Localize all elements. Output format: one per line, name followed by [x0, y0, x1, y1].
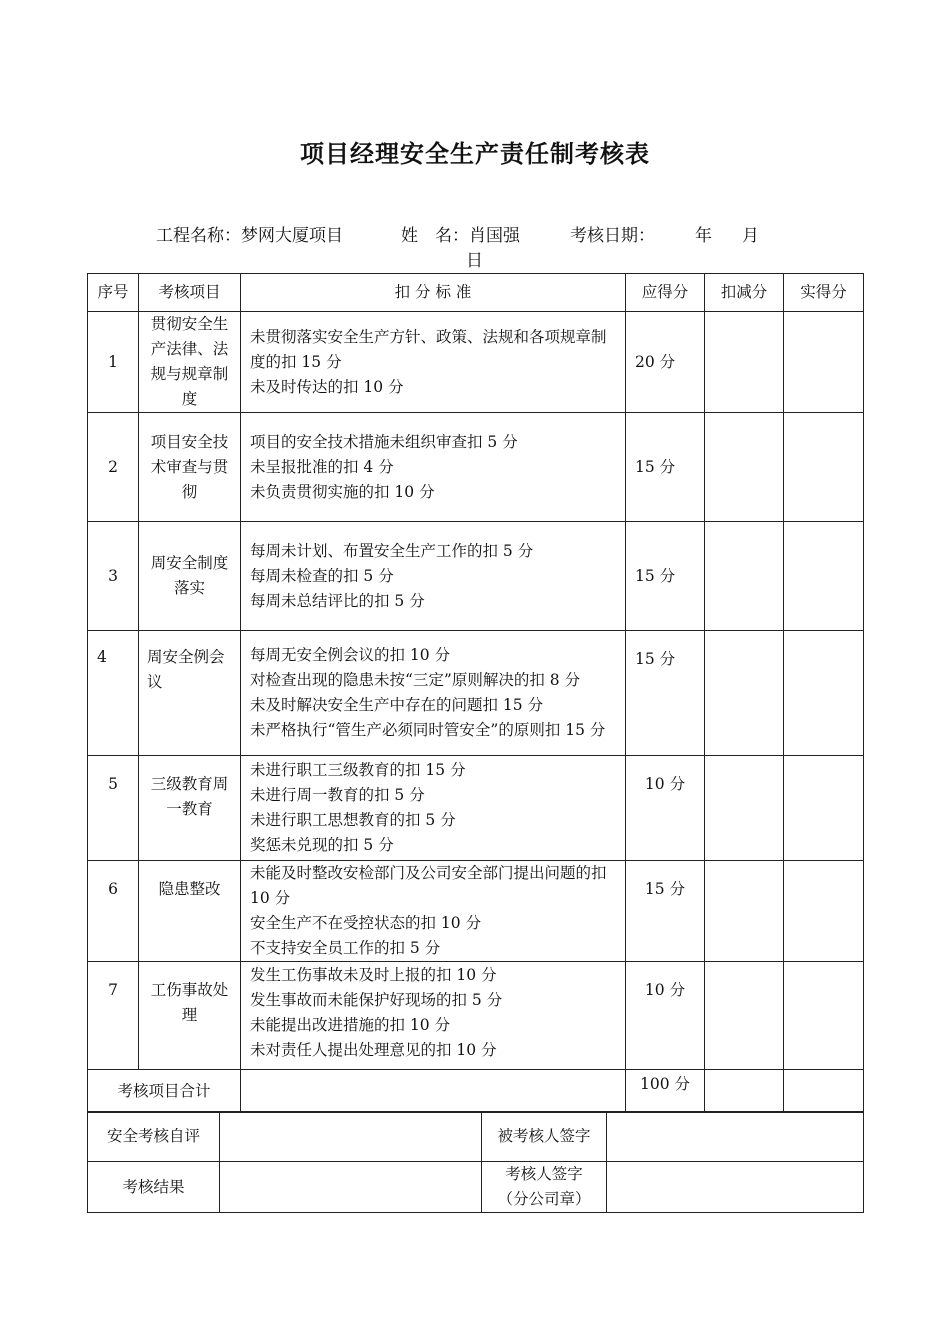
header-row — [88, 274, 864, 312]
self-eval-label: 安全考核自评 — [88, 1112, 220, 1162]
criteria-line: 未进行周一教育的扣 5 分 — [250, 786, 425, 804]
row-seq: 7 — [88, 962, 139, 1070]
header-item: 考核项目 — [139, 274, 241, 312]
name-label: 姓 名： — [401, 226, 469, 246]
row-item: 三级教育周一教育 — [139, 756, 241, 861]
row-criteria — [241, 312, 626, 413]
row-actual-cell[interactable] — [784, 631, 864, 756]
row-seq: 3 — [88, 522, 139, 631]
row-item: 隐患整改 — [139, 861, 241, 962]
signature-table — [87, 1111, 864, 1213]
row-seq: 4 — [88, 631, 139, 756]
row-score: 15 分 — [626, 861, 705, 962]
row-score: 20 分 — [626, 312, 705, 413]
header-criteria: 扣 分 标 准 — [241, 274, 626, 312]
row-actual-cell[interactable] — [784, 522, 864, 631]
self-eval-field[interactable] — [220, 1112, 482, 1162]
criteria-line: 未严格执行“管生产必须同时管安全”的原则扣 15 分 — [250, 721, 606, 739]
examiner-sign-line: 考核人签字 — [505, 1165, 583, 1183]
criteria-line: 每周未计划、布置安全生产工作的扣 5 分 — [250, 541, 534, 560]
row-actual-cell[interactable] — [784, 413, 864, 522]
table-row — [88, 522, 864, 631]
criteria-line: 奖惩未兑现的扣 5 分 — [250, 836, 394, 854]
criteria-line: 每周未检查的扣 5 分 — [250, 566, 394, 585]
criteria-line: 每周无安全例会议的扣 10 分 — [250, 646, 451, 664]
row-item: 贯彻安全生产法律、法规与规章制度 — [139, 312, 241, 413]
criteria-line: 未呈报批准的扣 4 分 — [250, 457, 394, 476]
name-value: 肖国强 — [469, 226, 520, 246]
row-score: 10 分 — [626, 962, 705, 1070]
row-item: 周安全例会议 — [139, 631, 241, 756]
table-row — [88, 756, 864, 861]
examinee-sign-field[interactable] — [607, 1112, 864, 1162]
page-title: 项目经理安全生产责任制考核表 — [300, 140, 650, 168]
date-label: 考核日期： — [570, 226, 655, 246]
total-score: 100 分 — [626, 1070, 705, 1113]
criteria-line: 未及时解决安全生产中存在的问题扣 15 分 — [250, 696, 544, 714]
header-full-score: 应得分 — [626, 274, 705, 312]
result-label: 考核结果 — [88, 1162, 220, 1213]
criteria-line: 未进行职工三级教育的扣 15 分 — [250, 761, 466, 779]
total-deduct-cell[interactable] — [705, 1070, 784, 1113]
row-deduct-cell[interactable] — [705, 756, 784, 861]
criteria-line: 每周未总结评比的扣 5 分 — [250, 591, 425, 610]
criteria-line: 未能及时整改安检部门及公司安全部门提出问题的扣 10 分 — [250, 864, 607, 907]
total-actual-cell[interactable] — [784, 1070, 864, 1113]
row-deduct-cell[interactable] — [705, 631, 784, 756]
project-label: 工程名称： — [156, 226, 241, 246]
table-row — [88, 413, 864, 522]
project-value: 梦网大厦项目 — [241, 226, 343, 246]
row-criteria — [241, 631, 626, 756]
total-label: 考核项目合计 — [88, 1070, 241, 1113]
header-meta — [156, 224, 759, 249]
table-row — [88, 631, 864, 756]
date-day: 日 — [466, 251, 483, 271]
criteria-line: 安全生产不在受控状态的扣 10 分 — [250, 914, 482, 932]
row-score: 10 分 — [626, 756, 705, 861]
row-item: 周安全制度落实 — [139, 522, 241, 631]
row-score: 15 分 — [626, 631, 705, 756]
result-field[interactable] — [220, 1162, 482, 1213]
criteria-line: 发生工伤事故未及时上报的扣 10 分 — [250, 966, 497, 984]
table-row — [88, 861, 864, 962]
row-actual-cell[interactable] — [784, 962, 864, 1070]
row-deduct-cell[interactable] — [705, 962, 784, 1070]
criteria-line: 未进行职工思想教育的扣 5 分 — [250, 811, 456, 829]
total-row — [88, 1070, 864, 1113]
examiner-sign-label — [482, 1162, 607, 1213]
row-deduct-cell[interactable] — [705, 312, 784, 413]
criteria-line: 不支持安全员工作的扣 5 分 — [250, 939, 441, 957]
row-deduct-cell[interactable] — [705, 861, 784, 962]
criteria-line: 未能提出改进措施的扣 10 分 — [250, 1016, 451, 1034]
row-seq: 1 — [88, 312, 139, 413]
row-actual-cell[interactable] — [784, 861, 864, 962]
row-seq: 2 — [88, 413, 139, 522]
row-seq: 5 — [88, 756, 139, 861]
criteria-line: 发生事故而未能保护好现场的扣 5 分 — [250, 991, 503, 1009]
signature-row — [88, 1162, 864, 1213]
row-deduct-cell[interactable] — [705, 413, 784, 522]
examiner-sign-field[interactable] — [607, 1162, 864, 1213]
date-month: 月 — [742, 226, 759, 246]
criteria-line: 未及时传达的扣 10 分 — [250, 377, 404, 396]
examinee-sign-label: 被考核人签字 — [482, 1112, 607, 1162]
row-criteria — [241, 861, 626, 962]
table-row — [88, 962, 864, 1070]
row-criteria — [241, 962, 626, 1070]
row-criteria — [241, 522, 626, 631]
criteria-line: 未贯彻落实安全生产方针、政策、法规和各项规章制度的扣 15 分 — [250, 327, 607, 371]
signature-row — [88, 1112, 864, 1162]
table-row — [88, 312, 864, 413]
row-score: 15 分 — [626, 413, 705, 522]
header-deduct: 扣减分 — [705, 274, 784, 312]
row-actual-cell[interactable] — [784, 312, 864, 413]
criteria-line: 对检查出现的隐患未按“三定”原则解决的扣 8 分 — [250, 671, 581, 689]
row-seq: 6 — [88, 861, 139, 962]
row-criteria — [241, 413, 626, 522]
row-deduct-cell[interactable] — [705, 522, 784, 631]
criteria-line: 项目的安全技术措施未组织审查扣 5 分 — [250, 432, 518, 451]
header-actual: 实得分 — [784, 274, 864, 312]
criteria-line: 未负责贯彻实施的扣 10 分 — [250, 482, 435, 501]
row-item: 项目安全技术审查与贯彻 — [139, 413, 241, 522]
date-year: 年 — [695, 226, 712, 246]
assessment-table — [87, 273, 864, 1113]
row-actual-cell[interactable] — [784, 756, 864, 861]
examiner-stamp-line: （分公司章） — [497, 1190, 591, 1208]
row-criteria — [241, 756, 626, 861]
header-seq: 序号 — [88, 274, 139, 312]
row-item: 工伤事故处理 — [139, 962, 241, 1070]
criteria-line: 未对责任人提出处理意见的扣 10 分 — [250, 1041, 497, 1059]
row-score: 15 分 — [626, 522, 705, 631]
total-criteria-cell — [241, 1070, 626, 1113]
